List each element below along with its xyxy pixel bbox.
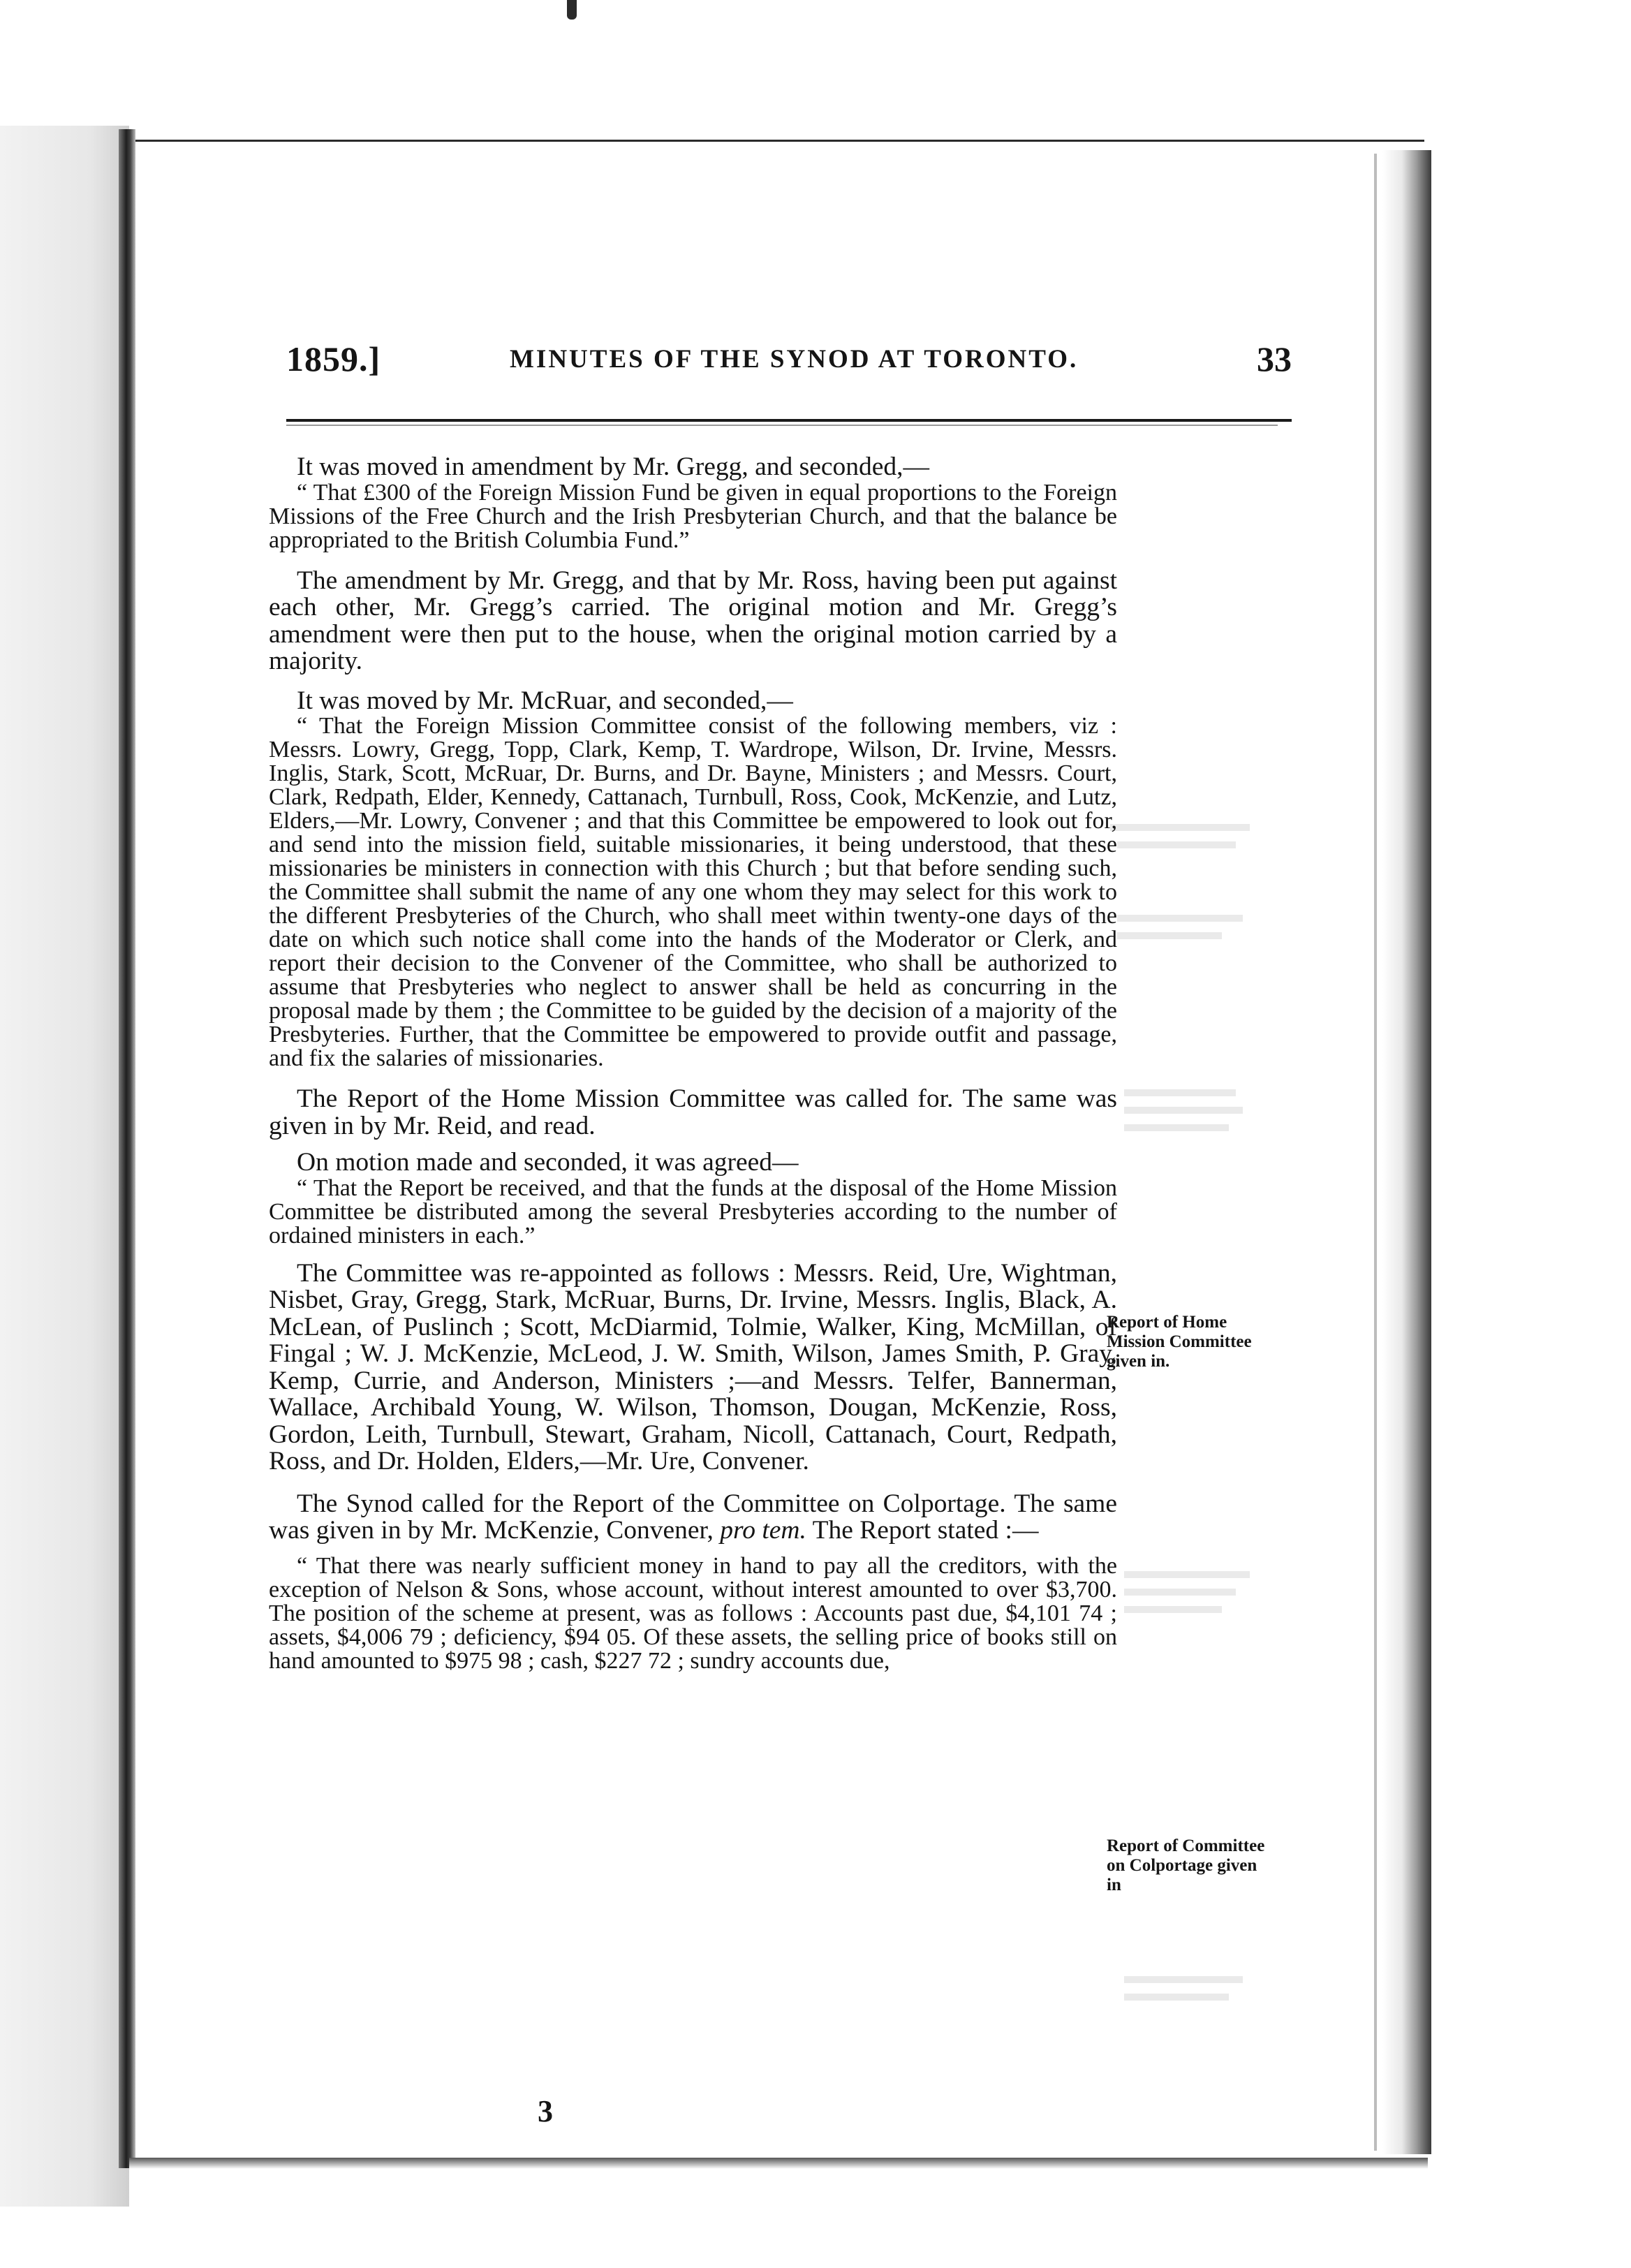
body-text <box>269 454 1117 1673</box>
facing-page-edge <box>0 126 129 2207</box>
paragraph-amendment-result: The amendment by Mr. Gregg, and that by Mr. Ross, having been put against each other, Mr. Gregg’s carried. The original motion and Mr. Gregg’s amendment were then put to the house, when the original motion carried by a majority. <box>269 566 1117 675</box>
colportage-text-italic: pro tem. <box>720 1516 806 1545</box>
show-through-mark <box>1124 1589 1236 1596</box>
colportage-text-a: The Synod called for the Report of the Committee on Colportage. The same was given in by Mr. McKenzie, Convener, <box>269 1489 1117 1545</box>
show-through-mark <box>1124 1089 1236 1096</box>
quote-foreign-mission-committee: “ That the Foreign Mission Committee consist of the following members, viz : Messrs. Lowry, Gregg, Topp, Clark, Kemp, T. Wardrope, Wilson, Dr. Irvine, Messrs. Inglis, Stark, Scott, McRuar, Dr. Burns, and Dr. Bayne, Ministers ; and Messrs. Court, Clark, Redpath, Elder, Kennedy, Cattanach, Turnbull, Ross, Cook, McKenzie, and Lutz, Elders,—Mr. Lowry, Convener ; and that this Committee be empowered to look out for, and send into the mission field, suitable missionaries, it being understood, that these missionaries be ministers in connection with this Church ; but that before sending such, the Committee shall submit the name of any one whom they may select for this work to the different Presbyteries of the Church, who shall meet within twenty-one days of the date on which such notice shall come into the hands of the Moderator or Clerk, and report their decision to the Convener of the Committee, who shall be authorized to assume that Presbyteries who neglect to answer shall be held as concurring in the proposal made by them ; the Committee to be guided by the decision of a majority of the Presbyteries. Further, that the Committee be empowered to provide outfit and passage, and fix the salaries of missionaries. <box>269 713 1117 1071</box>
show-through-mark <box>1124 1107 1243 1114</box>
paragraph-amendment-gregg: It was moved in amendment by Mr. Gregg, and seconded,— <box>297 452 930 481</box>
header-rule <box>286 419 1292 422</box>
colportage-text-b: The Report stated :— <box>806 1516 1039 1545</box>
margin-note-home-mission: Report of Home Mission Committee given in. <box>1107 1313 1252 1371</box>
page-right-edge <box>1382 150 1431 2154</box>
show-through-mark <box>1124 1994 1229 2001</box>
book-gutter <box>119 129 135 2168</box>
paragraph-mcruar-motion: It was moved by Mr. McRuar, and seconded,— <box>297 686 793 715</box>
scan-artifact <box>567 0 577 20</box>
page-number: 33 <box>1257 339 1292 378</box>
paragraph-home-mission-report: The Report of the Home Mission Committee was called for. The same was given in by Mr. Reid, and read. <box>269 1084 1117 1140</box>
margin-note-colportage: Report of Committee on Colportage given in <box>1107 1836 1265 1894</box>
paragraph-colportage-report <box>269 1491 1117 1545</box>
show-through-mark <box>1110 824 1250 831</box>
show-through-mark <box>1124 1606 1222 1613</box>
running-header <box>286 339 1292 388</box>
paragraph-committee-reappointed: The Committee was re-appointed as follows : Messrs. Reid, Ure, Wightman, Nisbet, Gray, Gregg, Stark, McRuar, Burns, Dr. Irvine, Messrs. Inglis, Black, A. McLean, of Puslinch ; Scott, McDiarmid, Tolmie, Walker, King, McMillan, of Fingal ; W. J. McKenzie, McLeod, J. W. Smith, Wilson, James Smith, P. Gray, Kemp, Currie, and Anderson, Ministers ;—and Messrs. Telfer, Bannerman, Wallace, Archibald Young, W. Wilson, Thomson, Dougan, McKenzie, Ross, Gordon, Leith, Turnbull, Stewart, Graham, Nicoll, Cattanach, Court, Redpath, Ross, and Dr. Holden, Elders,—Mr. Ure, Convener. <box>269 1258 1117 1475</box>
show-through-mark <box>1117 932 1222 939</box>
header-rule-secondary <box>286 425 1278 426</box>
show-through-mark <box>1124 1571 1250 1578</box>
header-year: 1859.] <box>286 339 381 378</box>
page-edge-line <box>1374 154 1377 2151</box>
page-bottom-shadow <box>129 2158 1428 2169</box>
signature-mark: 3 <box>538 2094 553 2128</box>
show-through-mark <box>1117 915 1243 922</box>
paragraph-motion-agreed: On motion made and seconded, it was agreed— <box>297 1148 799 1177</box>
show-through-mark <box>1124 1976 1243 1983</box>
quote-amendment: “ That £300 of the Foreign Mission Fund be given in equal proportions to the Foreign Missions of the Free Church and the Irish Presbyterian Church, and that the balance be appropriated to the British Columbia Fund.” <box>269 479 1117 553</box>
header-title: MINUTES OF THE SYNOD AT TORONTO. <box>510 345 1079 374</box>
show-through-mark <box>1117 841 1236 848</box>
show-through-mark <box>1124 1124 1229 1131</box>
quote-home-mission-funds: “ That the Report be received, and that the funds at the disposal of the Home Mission Committee be distributed among the several Presbyteries according to the number of ordained ministers in each.” <box>269 1174 1117 1249</box>
quote-colportage-accounts: “ That there was nearly sufficient money in hand to pay all the creditors, with the exception of Nelson & Sons, whose account, without interest amounted to over $3,700. The position of the scheme at present, was as follows : Accounts past due, $4,101 74 ; assets, $4,006 79 ; deficiency, $94 05. Of these assets, the selling price of books still on hand amounted to $975 98 ; cash, $227 72 ; sundry accounts due, <box>269 1552 1117 1674</box>
